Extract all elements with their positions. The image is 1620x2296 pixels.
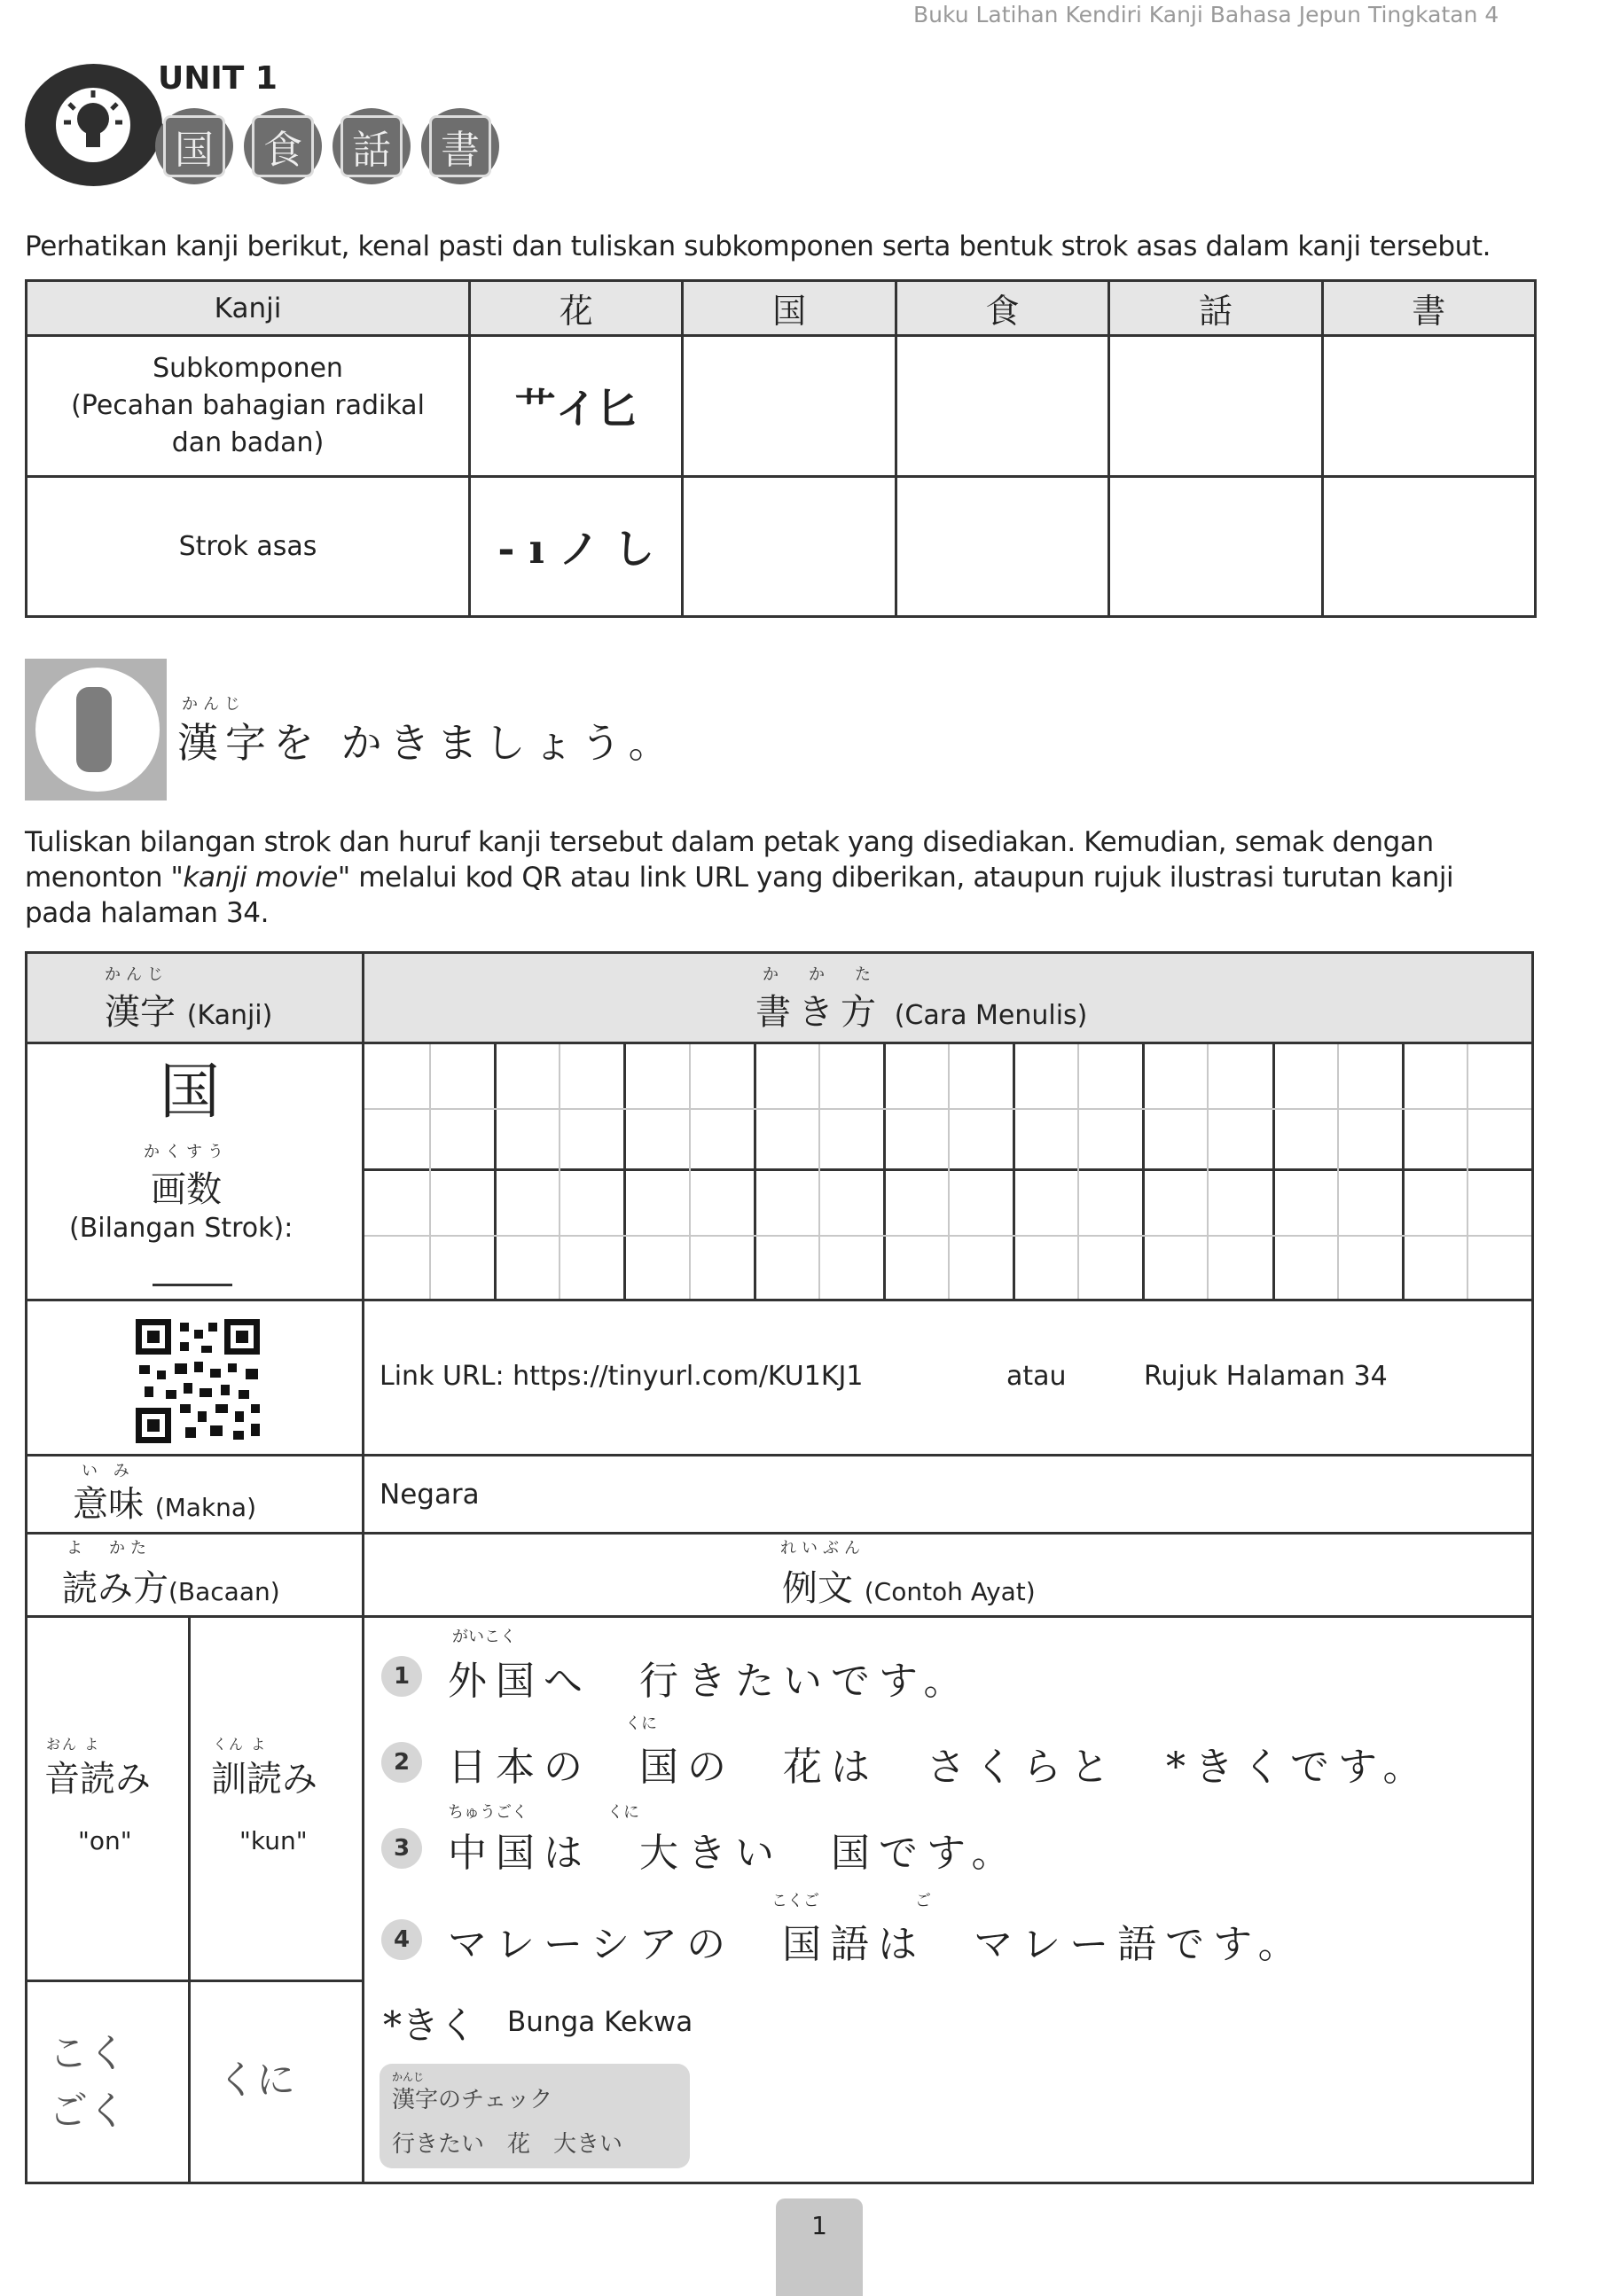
table-header-col: 話 <box>1109 281 1322 336</box>
sentence-ruby: くに <box>625 1714 657 1733</box>
on-ruby: おん よ <box>46 1736 101 1753</box>
grid-column-line <box>754 1044 756 1299</box>
table-header-col: 国 <box>683 281 896 336</box>
writing-figure-icon <box>25 659 167 800</box>
sentence-number: 3 <box>381 1828 422 1869</box>
exercise2-instruction: Tuliskan bilangan strok dan huruf kanji tersebut dalam petak yang disediakan. Kemudian, semak dengan menonton "kanji movie" melalui kod QR atau link URL yang diberikan, ataupun rujuk ilustrasi turutan kanji pada halaman 34. <box>25 826 1454 929</box>
grid-guide-line <box>818 1044 820 1299</box>
grid-guide-line <box>1207 1044 1209 1299</box>
table-header-col: 食 <box>896 281 1108 336</box>
page-number: 1 <box>776 2198 863 2296</box>
example-header: 例文 (Contoh Ayat) <box>782 1568 1036 1609</box>
grid-column-line <box>1142 1044 1145 1299</box>
sentence-number: 2 <box>381 1742 422 1783</box>
grid-guide-line <box>364 1235 1531 1237</box>
writing-header-ruby: かかた <box>763 965 901 984</box>
kun-yomi-header: 訓読み <box>211 1759 317 1800</box>
kanji-check-box: かんじ 漢字のチェック 行きたい 花 大きい <box>380 2064 690 2168</box>
table-header-kanji: Kanji <box>27 281 470 336</box>
grid-guide-line <box>689 1044 691 1299</box>
sentence-ruby: こくご ご <box>771 1892 931 1910</box>
footnote-word: *きく <box>383 2003 477 2047</box>
kanji-badge: 食 <box>244 108 322 184</box>
lightbulb-icon <box>25 64 162 186</box>
answer-cell[interactable] <box>1109 476 1322 616</box>
link-url[interactable]: Link URL: https://tinyurl.com/KU1KJ1 <box>380 1361 864 1392</box>
title-ruby: かんじ <box>182 695 246 714</box>
exercise2-title: 漢字を かきましょう。 <box>177 719 677 767</box>
kanji-badge: 書 <box>421 108 499 184</box>
grid-column-line <box>1013 1044 1015 1299</box>
sentence-ruby: ちゅうごく くに <box>448 1803 639 1822</box>
row-label-strok: Strok asas <box>27 476 470 616</box>
table-header-col: 書 <box>1322 281 1535 336</box>
writing-header: 書き方 (Cara Menulis) <box>755 992 1088 1033</box>
stroke-jp: 画数 <box>151 1169 222 1210</box>
grid-guide-line <box>364 1108 1531 1110</box>
on-value: こく <box>49 2031 127 2076</box>
sentence-ruby: がいこく <box>452 1628 516 1646</box>
sentence-number: 4 <box>381 1919 422 1960</box>
example-sentence: 日本の 国の 花は さくらと *きくです。 <box>448 1745 1431 1790</box>
meaning-value: Negara <box>380 1479 480 1511</box>
grid-guide-line <box>948 1044 950 1299</box>
sentence-number: 1 <box>381 1656 422 1697</box>
example-subkomponen: 艹イ匕 <box>470 336 683 476</box>
meaning-header: 意味 (Makna) <box>73 1484 257 1525</box>
grid-column-line <box>494 1044 497 1299</box>
kanji-check-title: 漢字のチェック <box>392 2087 553 2113</box>
page-reference: Rujuk Halaman 34 <box>1144 1361 1388 1392</box>
unit-label: UNIT 1 <box>158 60 278 97</box>
reading-ruby: よ かた <box>67 1539 152 1558</box>
answer-cell[interactable] <box>683 336 896 476</box>
grid-column-line <box>883 1044 886 1299</box>
writing-grid[interactable] <box>364 1044 1531 1299</box>
exercise1-instruction: Perhatikan kanji berikut, kenal pasti dan tuliskan subkomponen serta bentuk strok asas dalam kanji tersebut. <box>25 230 1491 262</box>
grid-column-line <box>1272 1044 1275 1299</box>
meaning-ruby: い み <box>82 1462 135 1480</box>
grid-guide-line <box>1077 1044 1079 1299</box>
kanji-header: 漢字 (Kanji) <box>105 992 273 1033</box>
answer-cell[interactable] <box>1322 476 1535 616</box>
kanji-check-items: 行きたい 花 大きい <box>392 2131 623 2158</box>
kanji-badge: 国 <box>155 108 233 184</box>
grid-guide-line <box>429 1044 431 1299</box>
answer-cell[interactable] <box>896 476 1108 616</box>
qr-code[interactable] <box>136 1319 267 1443</box>
reading-header: 読み方(Bacaan) <box>62 1568 280 1609</box>
answer-cell[interactable] <box>1109 336 1322 476</box>
example-ruby: れいぶん <box>780 1539 865 1558</box>
kanji-badge: 話 <box>333 108 411 184</box>
on-label: "on" <box>78 1826 132 1855</box>
example-sentence: 外国へ 行きたいです。 <box>448 1659 972 1704</box>
example-sentence: マレーシアの 国語は マレー語です。 <box>448 1922 1306 1967</box>
target-kanji: 国 <box>160 1058 221 1128</box>
example-sentence: 中国は 大きい 国です。 <box>448 1831 1020 1876</box>
kanji-header-ruby: かんじ <box>105 965 168 984</box>
stroke-label: (Bilangan Strok): <box>69 1213 293 1244</box>
stroke-answer-line[interactable] <box>153 1284 232 1286</box>
subcomponent-table <box>25 279 1537 618</box>
grid-guide-line <box>559 1044 560 1299</box>
stroke-ruby: かくすう <box>144 1143 229 1161</box>
grid-guide-line <box>1337 1044 1339 1299</box>
answer-cell[interactable] <box>896 336 1108 476</box>
grid-guide-line <box>1467 1044 1468 1299</box>
kun-value: くに <box>217 2058 295 2103</box>
kun-ruby: くん よ <box>213 1736 268 1753</box>
example-strok: - ı ノ し <box>470 476 683 616</box>
grid-column-line <box>1402 1044 1405 1299</box>
table-header-col: 花 <box>470 281 683 336</box>
row-label-subkomponen: Subkomponen (Pecahan bahagian radikal dan badan) <box>27 336 470 476</box>
running-header: Buku Latihan Kendiri Kanji Bahasa Jepun Tingkatan 4 <box>913 2 1499 27</box>
grid-column-line <box>623 1044 626 1299</box>
footnote-meaning: Bunga Kekwa <box>507 2006 693 2038</box>
atau-label: atau <box>1006 1361 1067 1392</box>
answer-cell[interactable] <box>683 476 896 616</box>
on-yomi-header: 音読み <box>44 1759 151 1800</box>
answer-cell[interactable] <box>1322 336 1535 476</box>
on-value: ごく <box>49 2089 127 2134</box>
kun-label: "kun" <box>239 1826 308 1855</box>
